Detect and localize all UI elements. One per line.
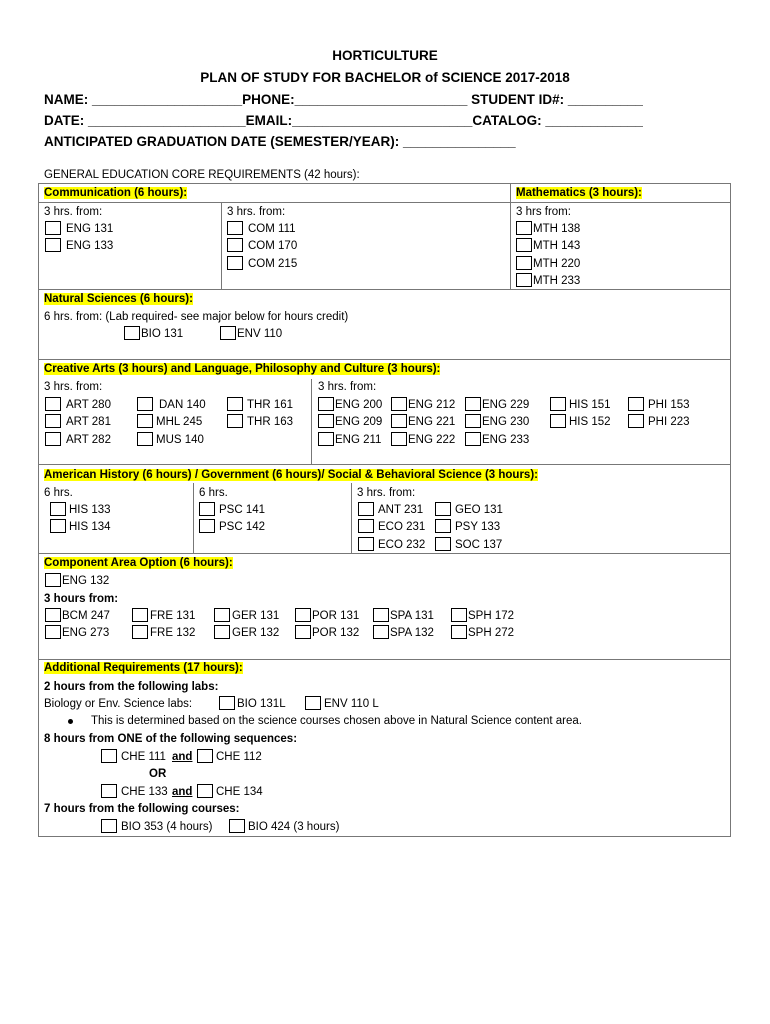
course-label: PHI 153 [648,399,690,411]
course-label: ENG 211 [335,434,382,446]
course-label: SOC 137 [455,539,503,551]
document-title: HORTICULTURE [332,48,438,63]
course-label: ENG 133 [66,240,114,252]
divider [38,553,731,554]
phi153-checkbox[interactable] [628,397,644,411]
course-label: ART 282 [66,434,111,446]
course-label: BCM 247 [62,610,110,622]
course-label: SPA 132 [390,627,434,639]
course-label: ENG 229 [482,399,530,411]
natural-sciences-heading: Natural Sciences (6 hours): [44,293,193,305]
mth143-checkbox[interactable] [516,238,532,252]
sequence-label: 8 hours from ONE of the following sequences: [44,733,298,745]
column-divider [311,379,312,464]
course-label: ENG 200 [335,399,383,411]
gen-ed-label: GENERAL EDUCATION CORE REQUIREMENTS (42 hours): [44,169,360,181]
course-label: COM 215 [248,258,298,270]
com170-checkbox[interactable] [227,238,243,252]
creative-arts-heading: Creative Arts (3 hours) and Language, Philosophy and Culture (3 hours): [44,363,441,375]
mhl245-checkbox[interactable] [137,414,153,428]
bcm247-checkbox[interactable] [45,608,61,622]
course-label: ENG 273 [62,627,110,639]
course-label: FRE 131 [150,610,196,622]
eng222-checkbox[interactable] [391,432,407,446]
spa132-checkbox[interactable] [373,625,389,639]
his151-checkbox[interactable] [550,397,566,411]
course-label: MTH 233 [533,275,581,287]
eng209-checkbox[interactable] [318,414,334,428]
sph272-checkbox[interactable] [451,625,467,639]
course-label: ANT 231 [378,504,424,516]
ger131-checkbox[interactable] [214,608,230,622]
american-history-heading: American History (6 hours) / Government (6 hours)/ Social & Behavioral Science (3 hours): [44,469,538,481]
course-label: HIS 133 [69,504,111,516]
course-label: ART 281 [66,416,111,428]
course-label: ENG 132 [62,575,110,587]
bio131l-checkbox[interactable] [219,696,235,710]
eng273-checkbox[interactable] [45,625,61,639]
header-date-line: DATE: _____________________EMAIL:________________________CATALOG: _____________ [44,113,643,128]
his133-checkbox[interactable] [50,502,66,516]
bio353-checkbox[interactable] [101,819,117,833]
phi223-checkbox[interactable] [628,414,644,428]
com111-checkbox[interactable] [227,221,243,235]
course-label: CHE 134 [216,786,263,798]
por132-checkbox[interactable] [295,625,311,639]
his152-checkbox[interactable] [550,414,566,428]
art280-checkbox[interactable] [45,397,61,411]
course-label: ENG 230 [482,416,530,428]
course-label: POR 131 [312,610,360,622]
ger132-checkbox[interactable] [214,625,230,639]
course-label: DAN 140 [159,399,206,411]
divider [38,359,731,360]
mathematics-heading: Mathematics (3 hours): [516,187,642,199]
courses-label: 7 hours from the following courses: [44,803,240,815]
eng229-checkbox[interactable] [465,397,481,411]
mth138-checkbox[interactable] [516,221,532,235]
che111-checkbox[interactable] [101,749,117,763]
course-label: HIS 152 [569,416,611,428]
eng211-checkbox[interactable] [318,432,334,446]
communication-heading: Communication (6 hours): [44,187,188,199]
sph172-checkbox[interactable] [451,608,467,622]
course-label: PHI 223 [648,416,690,428]
course-label: COM 111 [248,223,296,235]
component-area-heading: Component Area Option (6 hours): [44,557,233,569]
bullet-icon [68,719,73,724]
env110l-checkbox[interactable] [305,696,321,710]
header-graduation-line: ANTICIPATED GRADUATION DATE (SEMESTER/YEAR): _______________ [44,134,516,149]
thr161-checkbox[interactable] [227,397,243,411]
column-divider [221,202,222,289]
course-label: MTH 143 [533,240,581,252]
course-label: MTH 220 [533,258,581,270]
thr163-checkbox[interactable] [227,414,243,428]
course-label: THR 161 [247,399,294,411]
course-label: GEO 131 [455,504,503,516]
bio131-checkbox[interactable] [124,326,140,340]
eng212-checkbox[interactable] [391,397,407,411]
his134-checkbox[interactable] [50,519,66,533]
course-label: POR 132 [312,627,360,639]
spa131-checkbox[interactable] [373,608,389,622]
course-label: PSC 142 [219,521,266,533]
eco231-checkbox[interactable] [358,519,374,533]
and-label: and [172,751,193,763]
creative-arts-group2-label: 3 hrs. from: [318,381,377,393]
geo131-checkbox[interactable] [435,502,451,516]
soc137-checkbox[interactable] [435,537,451,551]
divider [38,659,731,660]
column-divider [351,483,352,553]
column-divider [510,183,511,289]
course-label: ENG 221 [408,416,456,428]
communication-group1-label: 3 hrs. from: [44,206,103,218]
column-divider [193,483,194,553]
mth233-checkbox[interactable] [516,273,532,287]
dan140-checkbox[interactable] [137,397,153,411]
course-label: MTH 138 [533,223,581,235]
course-label: HIS 134 [69,521,111,533]
psy133-checkbox[interactable] [435,519,451,533]
course-label: BIO 131 [141,328,184,340]
che134-checkbox[interactable] [197,784,213,798]
document-subtitle: PLAN OF STUDY FOR BACHELOR of SCIENCE 2017-2018 [200,70,570,85]
course-label: GER 131 [232,610,280,622]
natural-sciences-label: 6 hrs. from: (Lab required- see major below for hours credit) [44,311,349,323]
eng233-checkbox[interactable] [465,432,481,446]
fre132-checkbox[interactable] [132,625,148,639]
bio424-checkbox[interactable] [229,819,245,833]
course-label: COM 170 [248,240,298,252]
course-label: ECO 232 [378,539,426,551]
or-label: OR [149,768,167,780]
history-group2-label: 6 hrs. [199,487,228,499]
course-label: BIO 424 (3 hours) [248,821,340,833]
history-group3-label: 3 hrs. from: [357,487,416,499]
course-label: ENG 131 [66,223,114,235]
divider [38,289,731,290]
course-label: ENG 212 [408,399,456,411]
course-label: CHE 111 [121,751,166,763]
additional-heading: Additional Requirements (17 hours): [44,662,243,674]
course-label: ENG 222 [408,434,456,446]
divider [38,202,731,203]
mus140-checkbox[interactable] [137,432,153,446]
mth220-checkbox[interactable] [516,256,532,270]
course-label: FRE 132 [150,627,196,639]
env110-checkbox[interactable] [220,326,236,340]
course-label: ENV 110 [237,328,283,340]
fre131-checkbox[interactable] [132,608,148,622]
course-label: HIS 151 [569,399,611,411]
course-label: THR 163 [247,416,294,428]
che133-checkbox[interactable] [101,784,117,798]
art282-checkbox[interactable] [45,432,61,446]
eco232-checkbox[interactable] [358,537,374,551]
mathematics-label: 3 hrs from: [516,206,571,218]
course-label: ART 280 [66,399,111,411]
com215-checkbox[interactable] [227,256,243,270]
creative-arts-group1-label: 3 hrs. from: [44,381,103,393]
che112-checkbox[interactable] [197,749,213,763]
course-label: PSY 133 [455,521,501,533]
ant231-checkbox[interactable] [358,502,374,516]
course-label: BIO 353 (4 hours) [121,821,213,833]
course-label: ENG 233 [482,434,530,446]
eng132-checkbox[interactable] [45,573,61,587]
course-label: ENV 110 L [324,698,379,710]
component-area-sub-label: 3 hours from: [44,593,119,605]
header-name-line: NAME: ____________________PHONE:_______________________ STUDENT ID#: __________ [44,92,643,107]
course-label: CHE 133 [121,786,168,798]
course-label: MHL 245 [156,416,203,428]
eng131-checkbox[interactable] [45,221,61,235]
eng133-checkbox[interactable] [45,238,61,252]
psc142-checkbox[interactable] [199,519,215,533]
psc141-checkbox[interactable] [199,502,215,516]
lab-note: This is determined based on the science courses chosen above in Natural Science content area. [91,715,582,727]
history-group1-label: 6 hrs. [44,487,73,499]
eng230-checkbox[interactable] [465,414,481,428]
course-label: GER 132 [232,627,280,639]
course-label: BIO 131L [237,698,286,710]
labs-prefix: Biology or Env. Science labs: [44,698,193,710]
art281-checkbox[interactable] [45,414,61,428]
course-label: SPH 172 [468,610,515,622]
course-label: SPH 272 [468,627,515,639]
labs-label: 2 hours from the following labs: [44,681,219,693]
course-label: ENG 209 [335,416,383,428]
course-label: SPA 131 [390,610,434,622]
and-label: and [172,786,193,798]
divider [38,464,731,465]
course-label: MUS 140 [156,434,204,446]
course-label: ECO 231 [378,521,426,533]
por131-checkbox[interactable] [295,608,311,622]
course-label: PSC 141 [219,504,266,516]
communication-group2-label: 3 hrs. from: [227,206,286,218]
eng200-checkbox[interactable] [318,397,334,411]
course-label: CHE 112 [216,751,262,763]
eng221-checkbox[interactable] [391,414,407,428]
